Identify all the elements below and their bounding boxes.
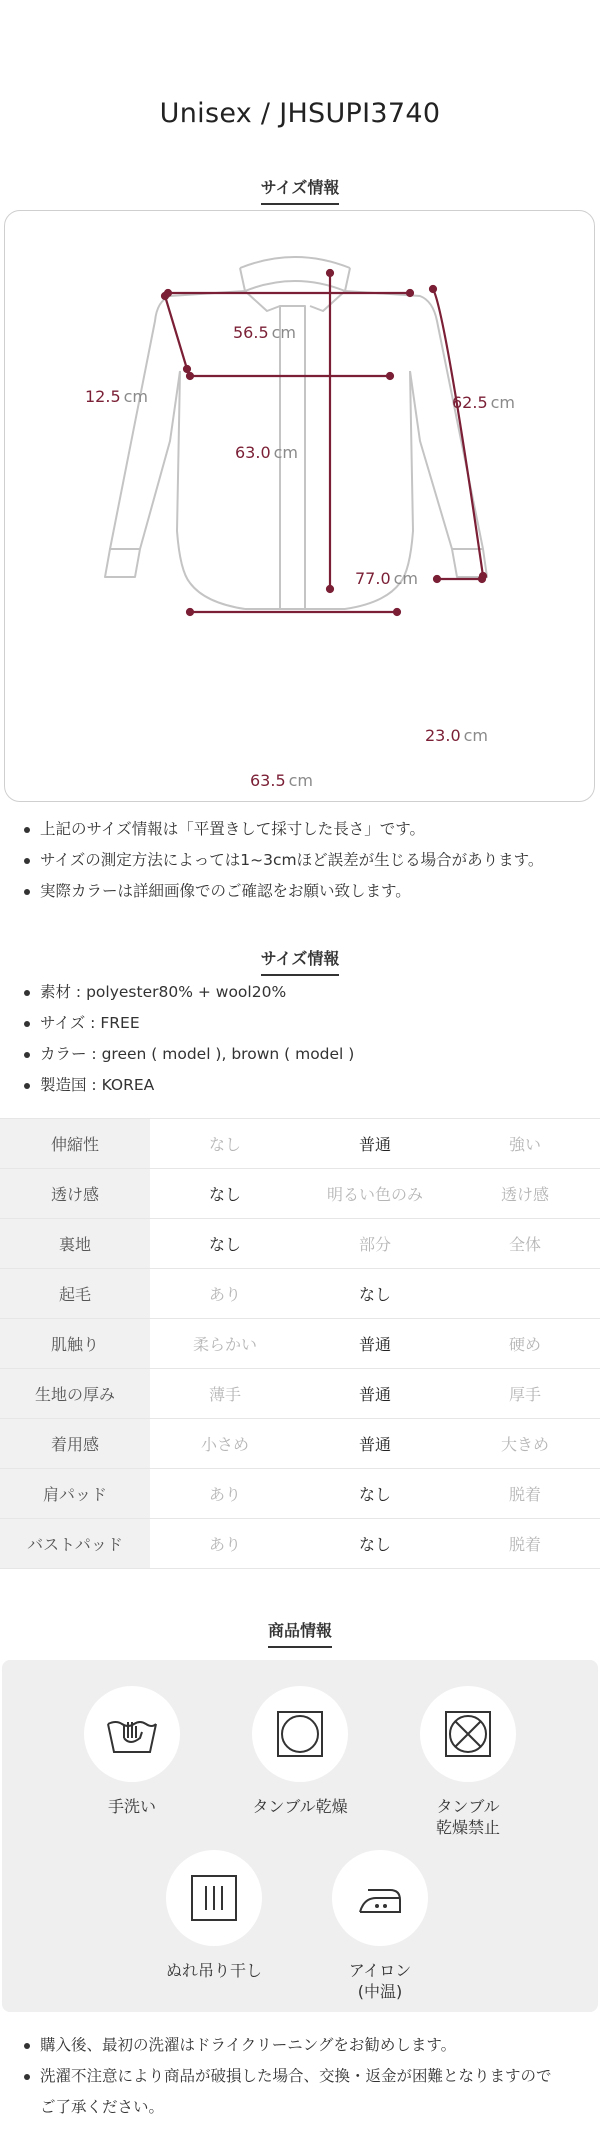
care-icon-circle [84,1686,180,1782]
attribute-option: 透け感 [450,1169,600,1219]
attribute-label: 肩パッド [0,1469,150,1519]
table-row [0,1219,600,1269]
attribute-option: 硬め [450,1319,600,1369]
line-dry-wet-icon [184,1868,244,1928]
attribute-option: 大きめ [450,1419,600,1469]
attribute-label: 伸縮性 [0,1119,150,1169]
attribute-option: なし [300,1269,450,1319]
hem-value: 63.5 [250,771,286,790]
attribute-option: 明るい色のみ [300,1169,450,1219]
table-row [0,1169,600,1219]
attribute-option: 普通 [300,1369,450,1419]
care-label: アイロン (中温) [348,1961,412,2001]
attribute-option [450,1269,600,1319]
cuff-value: 23.0 [425,726,461,745]
list-item: サイズの測定方法によっては1~3cmほど誤差が生じる場合があります。 [22,845,592,876]
care-label: タンブル乾燥 [252,1797,348,1816]
table-row [0,1369,600,1419]
attribute-option: 部分 [300,1219,450,1269]
attribute-label: 起毛 [0,1269,150,1319]
length-value: 77.0 [355,569,391,588]
chest-unit: cm [273,443,299,462]
attribute-option: なし [150,1119,300,1169]
table-row [0,1419,600,1469]
spec-heading-text: サイズ情報 [261,946,340,976]
sleeve-unit: cm [490,393,516,412]
list-item: 購入後、最初の洗濯はドライクリーニングをお勧めします。 [22,2030,592,2061]
spec-list [22,977,592,1101]
table-row [0,1319,600,1369]
size-notes [22,814,592,907]
attribute-label: 肌触り [0,1319,150,1369]
size-diagram [4,210,595,802]
iron-medium-icon [350,1868,410,1928]
care-notes [22,2030,592,2123]
attribute-option: 脱着 [450,1469,600,1519]
list-item: サイズ : FREE [22,1008,592,1039]
list-item: カラー : green ( model ), brown ( model ) [22,1039,592,1070]
table-row [0,1469,600,1519]
product-title: Unisex / JHSUPI3740 [159,98,441,129]
attribute-option: 普通 [300,1419,450,1469]
attribute-option: なし [150,1219,300,1269]
attribute-option: 薄手 [150,1369,300,1419]
attribute-option: 柔らかい [150,1319,300,1369]
shirt-outline-drawing [5,211,595,802]
list-item: 実際カラーは詳細画像でのご確認をお願い致します。 [22,876,592,907]
attribute-option: 全体 [450,1219,600,1269]
attribute-option: 普通 [300,1119,450,1169]
cuff-unit: cm [463,726,489,745]
tumble-dry-icon [270,1704,330,1764]
sleeve-measure [452,393,515,412]
attribute-option: 厚手 [450,1369,600,1419]
product-info-heading-text: 商品情報 [268,1618,332,1648]
shoulder-measure [233,323,296,342]
length-measure [355,569,418,588]
list-item: 上記のサイズ情報は「平置きして採寸した長さ」です。 [22,814,592,845]
list-item: 製造国 : KOREA [22,1070,592,1101]
no-tumble-dry-icon [438,1704,498,1764]
chest-measure [235,443,298,462]
chest-value: 63.0 [235,443,271,462]
care-icon-circle [166,1850,262,1946]
product-info-heading [0,1618,600,1648]
care-icon-circle [332,1850,428,1946]
care-icon-circle [252,1686,348,1782]
attribute-option: 脱着 [450,1519,600,1569]
care-item-hand-wash [52,1686,212,1817]
table-row [0,1269,600,1319]
hand-wash-icon [102,1704,162,1764]
attribute-option: 普通 [300,1319,450,1369]
attribute-option: 強い [450,1119,600,1169]
shoulder-unit: cm [271,323,297,342]
size-info-heading [0,175,600,205]
attribute-option: 小さめ [150,1419,300,1469]
attribute-option: あり [150,1469,300,1519]
sleeve-value: 62.5 [452,393,488,412]
attribute-label: 裏地 [0,1219,150,1269]
attribute-option: あり [150,1519,300,1569]
fabric-attributes-table [0,1118,600,1569]
armhole-measure [85,387,148,406]
attribute-label: 着用感 [0,1419,150,1469]
length-unit: cm [393,569,419,588]
care-label: タンブル 乾燥禁止 [435,1797,500,1837]
spec-heading [0,946,600,976]
hem-unit: cm [288,771,314,790]
care-icon-circle [420,1686,516,1782]
armhole-unit: cm [123,387,149,406]
table-row [0,1519,600,1569]
care-instructions-panel [2,1660,598,2012]
attribute-label: 生地の厚み [0,1369,150,1419]
care-item-tumble-dry [220,1686,380,1817]
attribute-label: バストパッド [0,1519,150,1569]
size-info-heading-text: サイズ情報 [261,175,340,205]
hem-measure [250,771,313,790]
cuff-measure [425,726,488,745]
attribute-option: なし [300,1519,450,1569]
care-label: ぬれ吊り干し [165,1961,262,1980]
attribute-option: なし [150,1169,300,1219]
care-item-no-tumble-dry [388,1686,548,1838]
table-row [0,1119,600,1169]
attribute-option: なし [300,1469,450,1519]
care-item-line-dry [134,1850,294,1981]
armhole-value: 12.5 [85,387,121,406]
list-item: 素材 : polyester80% + wool20% [22,977,592,1008]
care-label: 手洗い [107,1797,156,1816]
attribute-option: あり [150,1269,300,1319]
list-item: 洗濯不注意により商品が破損した場合、交換・返金が困難となりますので ご了承ください。 [22,2061,592,2123]
shoulder-value: 56.5 [233,323,269,342]
attribute-label: 透け感 [0,1169,150,1219]
care-item-iron [300,1850,460,2002]
